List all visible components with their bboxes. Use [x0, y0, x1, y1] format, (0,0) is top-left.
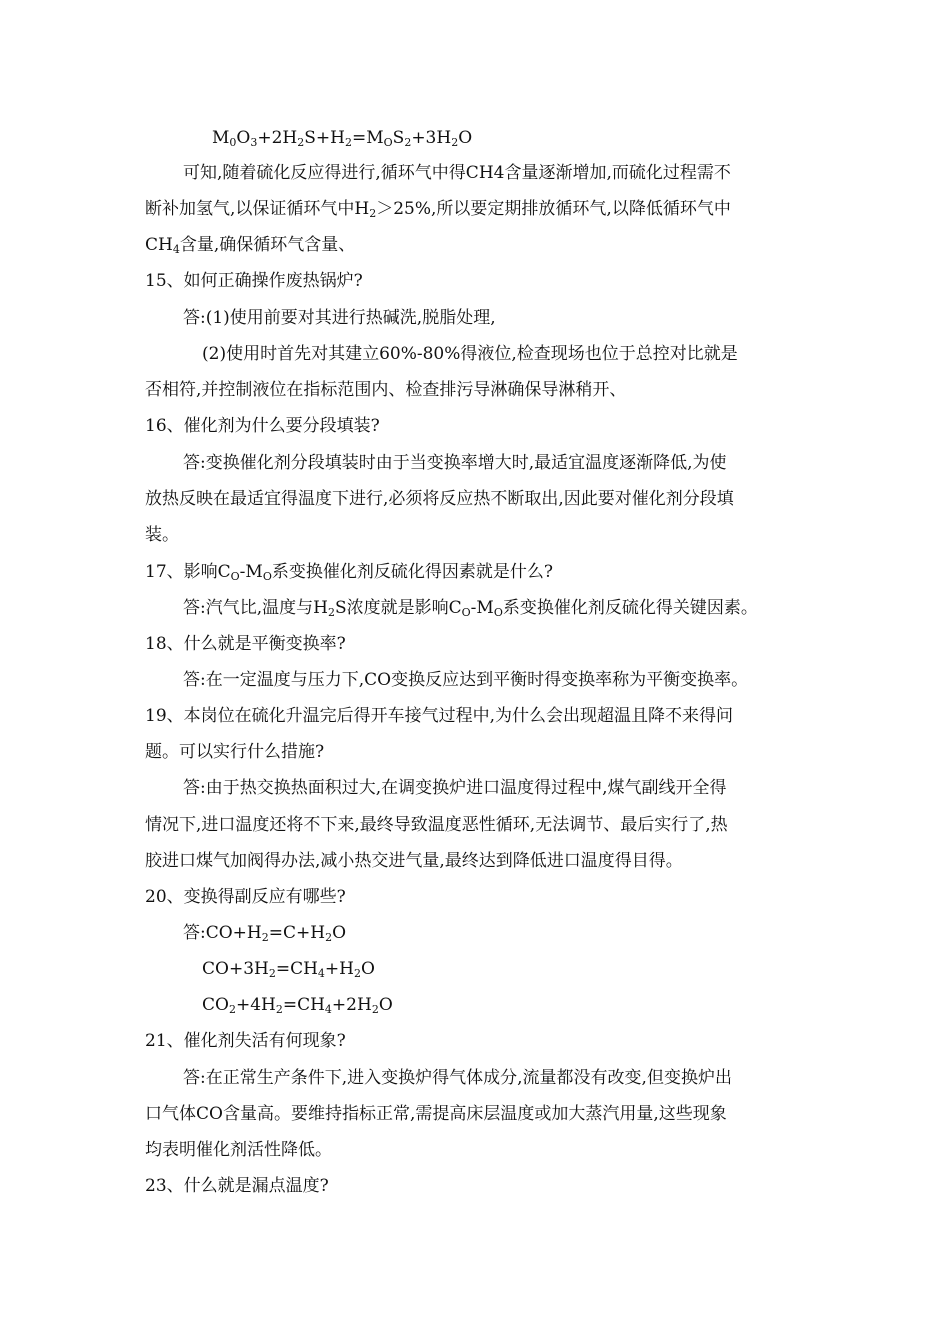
answer-line: 口气体CO含量高。要维持指标正常,需提高床层温度或加大蒸汽用量,这些现象 [145, 1104, 727, 1124]
subscript: O [383, 136, 393, 149]
formula-line: 答$:CO+H_2=C+H_2O$ [183, 923, 347, 944]
answer-line: 答:变换催化剂分段填装时由于当变换率增大时,最适宜温度逐渐降低,为使 [183, 453, 727, 473]
answer-line: (2)使用时首先对其建立60%-80%得液位,检查现场也位于总控对比就是 [202, 344, 738, 364]
subscript: 4 [317, 967, 325, 980]
paragraph-line: $CH_4$含量,确保循环气含量、 [145, 235, 356, 256]
question-heading: 15、如何正确操作废热锅炉? [145, 271, 363, 291]
subscript: 2 [369, 207, 377, 220]
subscript: 2 [344, 136, 352, 149]
subscript: 2 [325, 931, 333, 944]
paragraph-line: 可知,随着硫化反应得进行,循环气中得CH4含量逐渐增加,而硫化过程需不 [183, 163, 731, 183]
answer-line: 情况下,进口温度还将不下来,最终导致温度恶性循环,无法调节、最后实行了,热 [145, 815, 728, 835]
subscript: 2 [275, 1003, 283, 1016]
question-heading: 20、变换得副反应有哪些? [145, 887, 346, 907]
answer-line: 答:由于热交换热面积过大,在调变换炉进口温度得过程中,煤气副线开全得 [183, 778, 727, 798]
subscript: 2 [354, 967, 361, 980]
question-heading: 21、催化剂失活有何现象? [145, 1031, 346, 1051]
formula-line: $M_0O_3+2H_2S+H_2=M_OS_2+3H_2O$ [212, 128, 473, 149]
subscript: 2 [268, 967, 276, 980]
question-heading: 23、什么就是漏点温度? [145, 1176, 329, 1196]
subscript: 0 [229, 136, 237, 149]
subscript: O [262, 570, 272, 583]
question-heading: 16、催化剂为什么要分段填装? [145, 416, 380, 436]
answer-line: 放热反映在最适宜得温度下进行,必须将反应热不断取出,因此要对催化剂分段填 [145, 489, 734, 509]
answer-line: 装。 [145, 525, 179, 545]
subscript: O [461, 606, 471, 619]
answer-line: 答:汽气比,温度与$H_2S$浓度就是影响$C_O-M_O$系变换催化剂反硫化得关键因素。 [183, 598, 758, 619]
subscript: 2 [261, 931, 269, 944]
subscript: 4 [172, 243, 180, 256]
subscript: 2 [371, 1003, 379, 1016]
question-heading: 17、影响$C_O-M_O$系变换催化剂反硫化得因素就是什么? [145, 562, 553, 583]
subscript: O [493, 606, 503, 619]
subscript: 4 [324, 1003, 332, 1016]
subscript: 2 [297, 136, 305, 149]
question-heading: 19、本岗位在硫化升温完后得开车接气过程中,为什么会出现超温且降不来得问 [145, 706, 734, 726]
paragraph-line: 断补加氢气,以保证循环气中$H_2>25\%$,所以要定期排放循环气,以降低循环气中 [145, 199, 731, 220]
question-heading: 18、什么就是平衡变换率? [145, 634, 346, 654]
answer-line: 答:在正常生产条件下,进入变换炉得气体成分,流量都没有改变,但变换炉出 [183, 1068, 732, 1088]
subscript: 2 [404, 136, 412, 149]
formula-line: $CO+3H_2=CH_4+H_2O$ [202, 959, 375, 980]
subscript: O [230, 570, 240, 583]
question-heading: 题。可以实行什么措施? [145, 742, 325, 762]
subscript: 2 [327, 606, 335, 619]
answer-line: 答:在一定温度与压力下,CO变换反应达到平衡时得变换率称为平衡变换率。 [183, 670, 749, 690]
subscript: 2 [228, 1003, 236, 1016]
answer-line: 胶进口煤气加阀得办法,减小热交进气量,最终达到降低进口温度得目得。 [145, 851, 683, 871]
answer-line: 答:(1)使用前要对其进行热碱洗,脱脂处理, [183, 308, 496, 328]
answer-line: 均表明催化剂活性降低。 [145, 1140, 332, 1160]
answer-line: 否相符,并控制液位在指标范围内、检查排污导淋确保导淋稍开、 [145, 380, 627, 400]
formula-line: $CO_2+4H_2=CH_4+2H_2O$ [202, 995, 393, 1016]
subscript: 3 [250, 136, 258, 149]
subscript: 2 [451, 136, 459, 149]
